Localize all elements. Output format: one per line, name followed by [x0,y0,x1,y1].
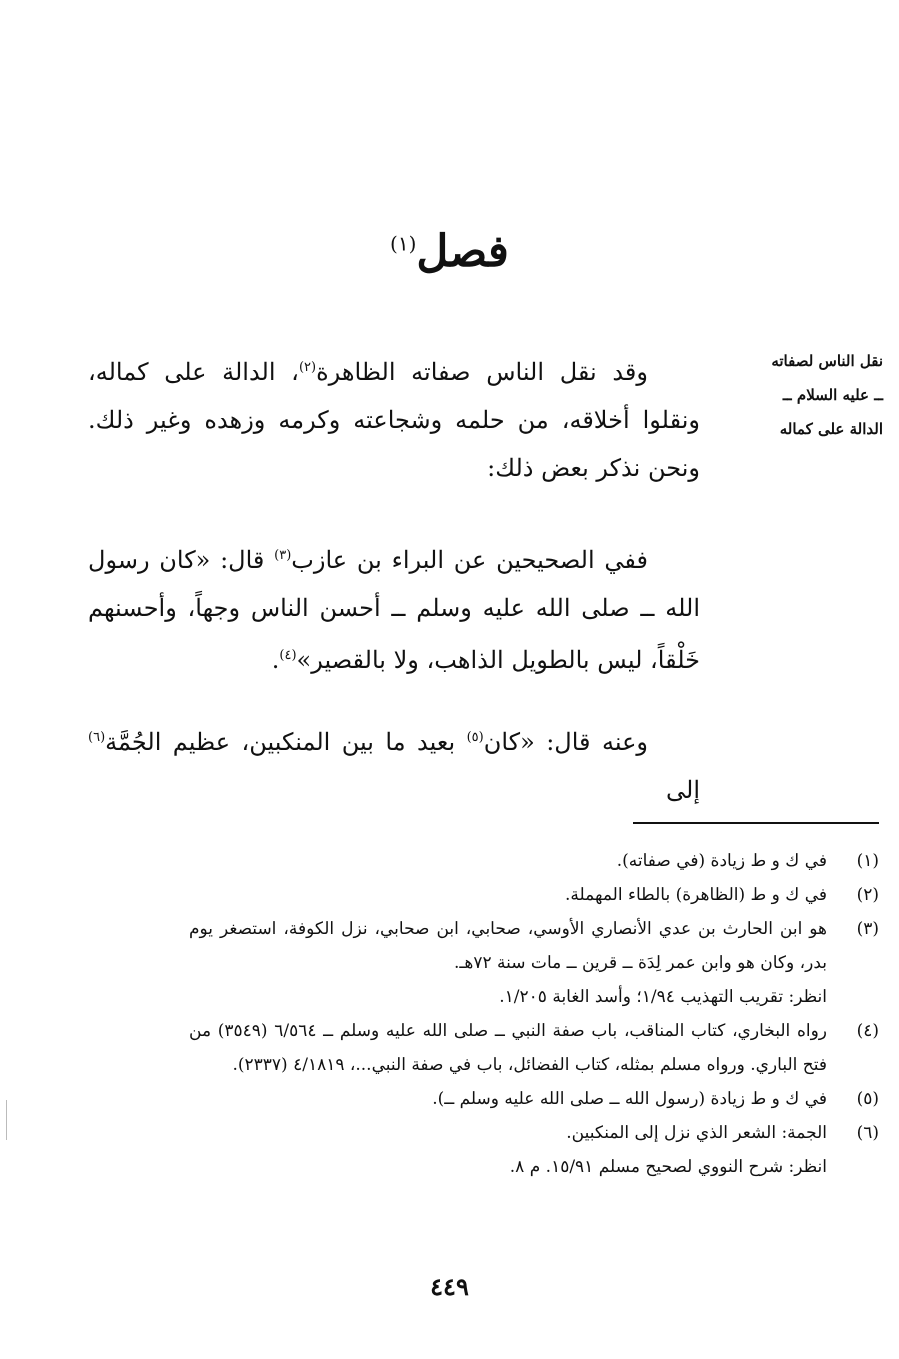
footnote-separator [633,822,879,824]
paragraph-1 [88,344,700,492]
margin-note-line: نقل الناس لصفاته [771,352,883,370]
footnote-text: الجمة: الشعر الذي نزل إلى المنكبين. [566,1123,827,1143]
footnote-item [189,878,879,912]
footnote-number: (٢) [856,885,879,905]
footnote-ref: (٣) [274,548,292,563]
footnote-text: رواه البخاري، كتاب المناقب، باب صفة النبي ــ صلى الله عليه وسلم ــ ٦/٥٦٤ (٣٥٤٩) من فتح الباري. ورواه مسلم بمثله، كتاب الفضائل، باب في صفة النبي...، ٤/١٨١٩ (٢٣٣٧). [189,1021,827,1075]
margin-note-line: ــ عليه السلام ــ [782,386,883,404]
footnote-item [189,844,879,878]
footnote-number: (١) [856,851,879,871]
footnote-number: (٣) [856,919,879,939]
paragraph-text: ، الدالة على كماله، ونقلوا أخلاقه، من حلمه وشجاعته وكرمه وزهده وغير ذلك. ونحن نذكر بعض ذلك: [88,358,700,482]
footnotes [189,844,879,1184]
footnote-text: في ك و ط (الظاهرة) بالطاء المهملة. [565,885,827,905]
paragraph-text: . [271,646,280,674]
paragraph-text: إلى [666,776,700,804]
margin-note [743,344,883,446]
paragraph-2 [88,532,700,684]
footnote-text: في ك و ط زيادة (رسول الله ــ صلى الله عليه وسلم ــ). [432,1089,827,1109]
footnote-item [189,912,879,1014]
scan-edge-mark [6,1100,7,1140]
footnote-number: (٤) [856,1021,879,1041]
section-title-text: فصل [416,226,509,277]
footnote-number: (٦) [856,1123,879,1143]
footnote-text: هو ابن الحارث بن عدي الأنصاري الأوسي، صحابي، ابن صحابي، نزل الكوفة، استصغر يوم بدر، وكان هو وابن عمر لِدَة ــ قرين ــ مات سنة ٧٢هـ. [189,919,827,973]
paragraph-text: وعنه قال: «كان [483,728,648,756]
footnote-item [189,1014,879,1082]
footnote-number: (٥) [856,1089,879,1109]
footnote-reference-line: انظر: تقريب التهذيب ١/٩٤؛ وأسد الغابة ١/٢٠٥. [499,987,827,1007]
footnote-ref: (٥) [466,730,484,745]
paragraph-3 [88,714,700,814]
paragraph-text: قال: «كان رسول الله ــ صلى الله عليه وسلم ــ أحسن الناس وجهاً، وأحسنهم خَلْقاً، ليس بالطويل الذاهب، ولا بالقصير» [88,546,700,674]
footnote-ref: (٤) [279,648,297,663]
page-number: ٤٤٩ [430,1272,469,1301]
footnote-ref: (٦) [88,730,106,745]
footnote-reference-line: انظر: شرح النووي لصحيح مسلم ١٥/٩١. م ٨. [509,1157,827,1177]
margin-note-line: الدالة على كماله [779,420,883,438]
footnote-text: في ك و ط زيادة (في صفاته). [616,851,827,871]
paragraph-text: وقد نقل الناس صفاته الظاهرة [316,358,648,386]
section-title-footnote-ref: (١) [390,231,417,256]
footnote-item [189,1116,879,1184]
footnote-ref: (٢) [298,360,317,375]
paragraph-text: ففي الصحيحين عن البراء بن عازب [291,546,648,574]
paragraph-text: بعيد ما بين المنكبين، عظيم الجُمَّة [105,728,467,756]
section-title [0,226,899,277]
footnote-item [189,1082,879,1116]
